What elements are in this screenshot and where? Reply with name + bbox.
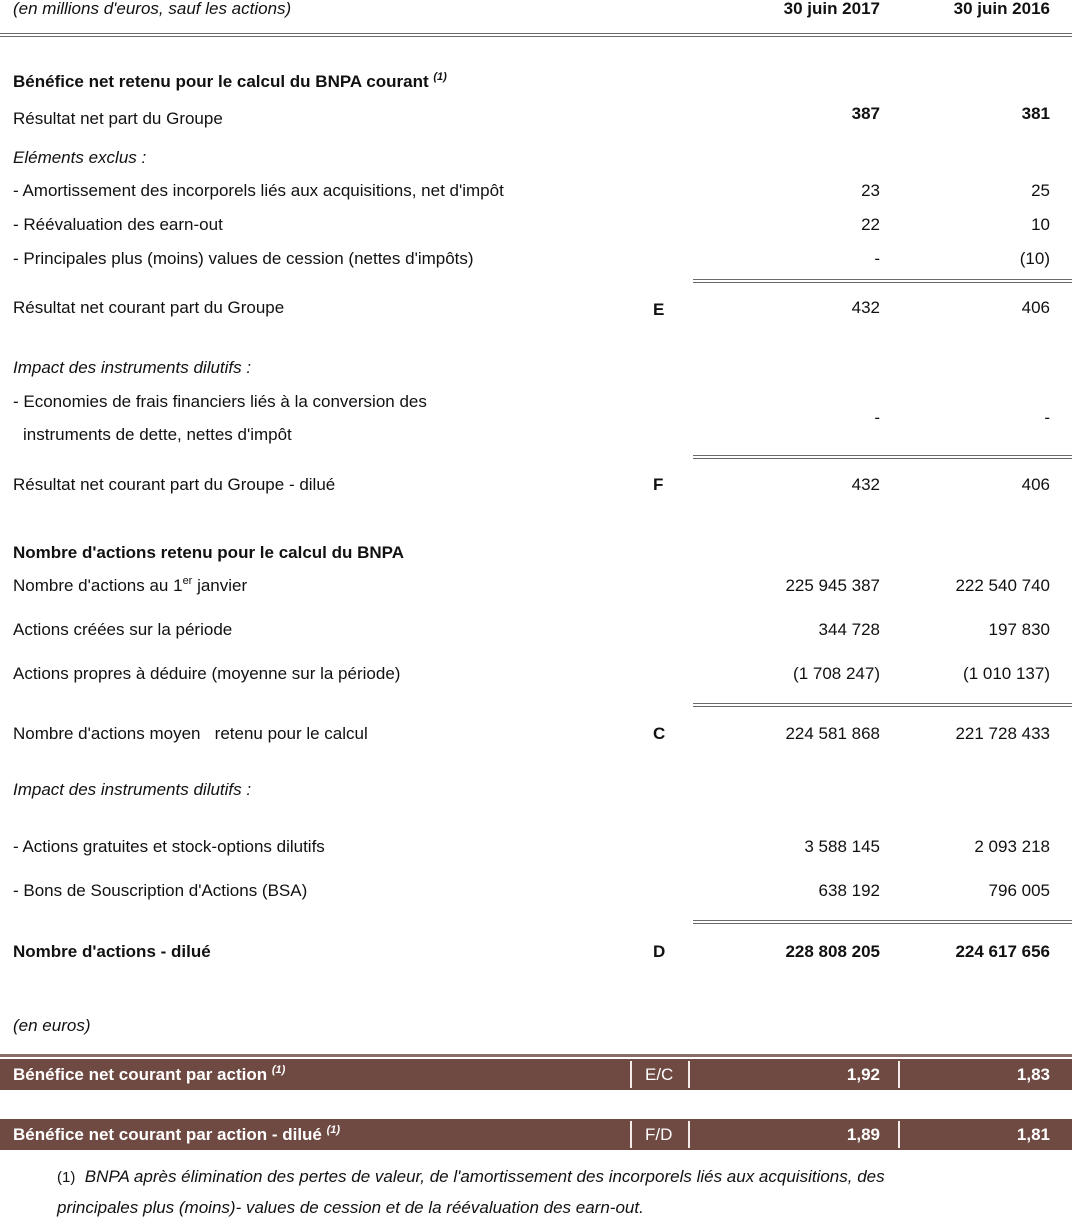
row-label: Nombre d'actions moyen retenu pour le calcul bbox=[13, 724, 368, 743]
column-header-2017: 30 juin 2017 bbox=[783, 0, 880, 18]
value-2016: 796 005 bbox=[988, 881, 1050, 900]
unit-note: (en millions d'euros, sauf les actions) bbox=[13, 0, 292, 18]
row-actions-janvier bbox=[0, 573, 1072, 599]
value-2017: 228 808 205 bbox=[785, 942, 880, 961]
column-separator bbox=[688, 1061, 690, 1088]
column-separator bbox=[688, 1121, 690, 1148]
row-label: Impact des instruments dilutifs : bbox=[13, 358, 252, 377]
row-label: Actions propres à déduire (moyenne sur la période) bbox=[13, 664, 401, 683]
value-2017: 22 bbox=[861, 215, 880, 234]
row-label: Résultat net courant part du Groupe - dilué bbox=[13, 475, 336, 494]
footnote-text-line1: BNPA après élimination des pertes de valeur, de l'amortissement des incorporels liés aux acquisitions, des bbox=[84, 1167, 885, 1186]
row-elements-exclus bbox=[0, 145, 1072, 171]
value-2016: - bbox=[1044, 408, 1050, 427]
value-2017: 3 588 145 bbox=[804, 837, 880, 856]
row-label: - Principales plus (moins) values de cession (nettes d'impôts) bbox=[13, 249, 474, 268]
value-2016: 381 bbox=[1021, 104, 1050, 123]
bnpa-dilue-value-2017: 1,89 bbox=[846, 1125, 880, 1144]
section-title-text: Bénéfice net retenu pour le calcul du BNPA courant bbox=[13, 72, 429, 91]
value-2017: 387 bbox=[851, 104, 880, 123]
row-plus-values bbox=[0, 246, 1072, 272]
subtotal-divider bbox=[693, 920, 1072, 924]
row-label: Nombre d'actions - dilué bbox=[13, 942, 211, 961]
column-separator bbox=[898, 1121, 900, 1148]
row-actions-dilue bbox=[0, 939, 1072, 965]
column-separator bbox=[898, 1061, 900, 1088]
value-2016: (10) bbox=[1019, 249, 1050, 268]
value-2016: 406 bbox=[1021, 298, 1050, 317]
row-bnpa-dilue bbox=[0, 1119, 1072, 1150]
row-label: Impact des instruments dilutifs : bbox=[13, 780, 252, 799]
row-actions-propres bbox=[0, 661, 1072, 687]
footnote-text-line2: principales plus (moins)- values de cession et de la réévaluation des earn-out. bbox=[57, 1198, 644, 1217]
value-2016: 197 830 bbox=[988, 620, 1050, 639]
row-label: Résultat net part du Groupe bbox=[13, 109, 223, 128]
value-2016: 2 093 218 bbox=[974, 837, 1050, 856]
value-2016: 222 540 740 bbox=[955, 576, 1050, 595]
row-resultat-courant bbox=[0, 295, 1072, 321]
row-resultat-net bbox=[0, 106, 1072, 132]
row-label: - Economies de frais financiers liés à la conversion des bbox=[13, 392, 427, 411]
bnpa-label: Bénéfice net courant par action bbox=[13, 1065, 268, 1084]
footnote bbox=[57, 1162, 1017, 1223]
footnote-ref: (1) bbox=[433, 71, 447, 83]
value-2017: - bbox=[874, 408, 880, 427]
euros-note bbox=[0, 1013, 1072, 1039]
row-code: E bbox=[653, 300, 665, 319]
row-label: Résultat net courant part du Groupe bbox=[13, 298, 285, 317]
value-2017: 224 581 868 bbox=[785, 724, 880, 743]
row-actions-bsa bbox=[0, 878, 1072, 904]
subtotal-divider bbox=[693, 703, 1072, 707]
subtotal-divider bbox=[693, 279, 1072, 283]
row-label: - Réévaluation des earn-out bbox=[13, 215, 223, 234]
row-actions-moyen bbox=[0, 721, 1072, 747]
value-2016: 25 bbox=[1031, 181, 1050, 200]
row-bnpa bbox=[0, 1059, 1072, 1090]
row-amortissement bbox=[0, 178, 1072, 204]
value-2017: (1 708 247) bbox=[793, 664, 880, 683]
footnote-number: (1) bbox=[57, 1169, 76, 1186]
value-2017: 432 bbox=[851, 475, 880, 494]
header-divider bbox=[0, 33, 1072, 37]
row-reevaluation bbox=[0, 212, 1072, 238]
value-2017: 225 945 387 bbox=[785, 576, 880, 595]
value-2017: 344 728 bbox=[818, 620, 880, 639]
value-2017: 432 bbox=[851, 298, 880, 317]
row-label: - Amortissement des incorporels liés aux acquisitions, net d'impôt bbox=[13, 181, 504, 200]
row-code: C bbox=[653, 724, 666, 743]
row-actions-creees bbox=[0, 617, 1072, 643]
row-code: D bbox=[653, 942, 666, 961]
table-header bbox=[0, 0, 1072, 22]
section-title-benefice bbox=[0, 69, 1072, 95]
band-top-line bbox=[0, 1054, 1072, 1057]
ordinal-superscript: er bbox=[182, 575, 193, 587]
bnpa-dilue-value-2016: 1,81 bbox=[1016, 1125, 1050, 1144]
footnote-ref: (1) bbox=[271, 1064, 286, 1076]
subtotal-divider bbox=[693, 455, 1072, 459]
bnpa-dilue-code: F/D bbox=[645, 1125, 673, 1144]
bnpa-code: E/C bbox=[645, 1065, 674, 1084]
row-resultat-dilue bbox=[0, 472, 1072, 498]
row-label: Eléments exclus : bbox=[13, 148, 147, 167]
value-2016: 224 617 656 bbox=[955, 942, 1050, 961]
column-header-2016: 30 juin 2016 bbox=[953, 0, 1050, 18]
bnpa-value-2016: 1,83 bbox=[1016, 1065, 1050, 1084]
row-label-continued: instruments de dette, nettes d'impôt bbox=[23, 425, 292, 444]
bnpa-value-2017: 1,92 bbox=[846, 1065, 880, 1084]
section-title-text: Nombre d'actions retenu pour le calcul du BNPA bbox=[13, 543, 405, 562]
column-separator bbox=[630, 1121, 632, 1148]
row-label: - Bons de Souscription d'Actions (BSA) bbox=[13, 881, 308, 900]
row-impact-title-actions bbox=[0, 777, 1072, 803]
row-economies-values bbox=[0, 405, 1072, 431]
column-separator bbox=[630, 1061, 632, 1088]
value-2017: - bbox=[874, 249, 880, 268]
section-title-actions bbox=[0, 540, 1072, 566]
bnpa-dilue-label: Bénéfice net courant par action - dilué bbox=[13, 1125, 322, 1144]
row-actions-gratuites bbox=[0, 834, 1072, 860]
unit-note-euros: (en euros) bbox=[13, 1016, 91, 1035]
footnote-ref: (1) bbox=[326, 1124, 341, 1136]
row-label-suffix: janvier bbox=[192, 576, 248, 595]
row-impact-title bbox=[0, 355, 1072, 381]
value-2016: 10 bbox=[1031, 215, 1050, 234]
value-2017: 23 bbox=[861, 181, 880, 200]
row-code: F bbox=[653, 475, 664, 494]
value-2016: 221 728 433 bbox=[955, 724, 1050, 743]
row-label: - Actions gratuites et stock-options dilutifs bbox=[13, 837, 325, 856]
value-2016: (1 010 137) bbox=[963, 664, 1050, 683]
row-label: Nombre d'actions au 1 bbox=[13, 576, 183, 595]
value-2016: 406 bbox=[1021, 475, 1050, 494]
value-2017: 638 192 bbox=[818, 881, 880, 900]
row-label: Actions créées sur la période bbox=[13, 620, 233, 639]
